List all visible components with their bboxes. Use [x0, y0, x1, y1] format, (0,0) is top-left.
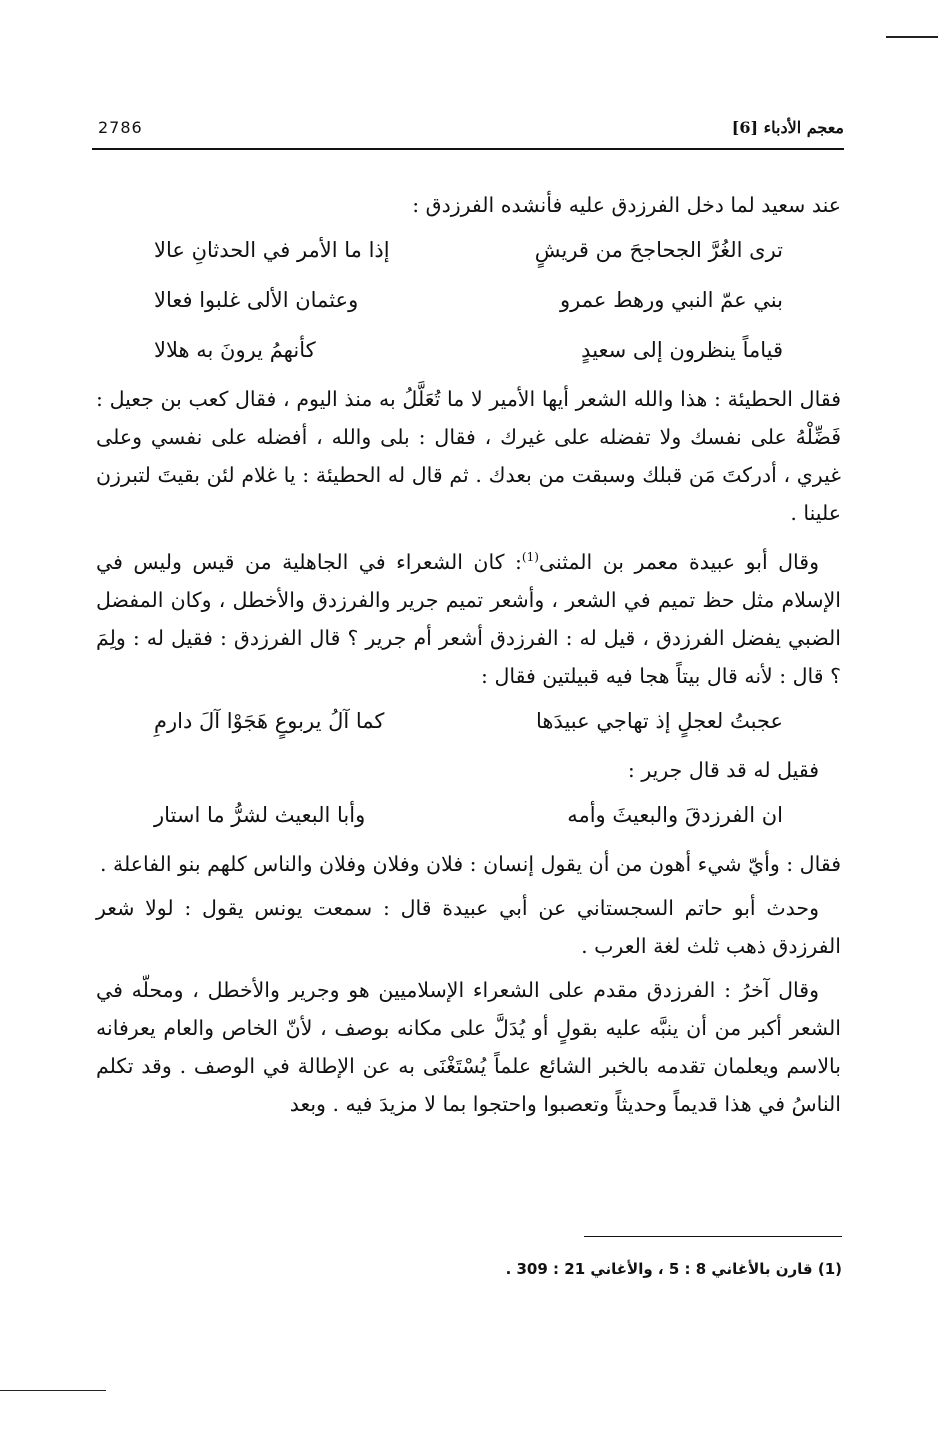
page-header [92, 112, 844, 150]
paragraph-jarir-said: فقيل له قد قال جرير : [627, 757, 819, 782]
poem1-verse-3 [154, 330, 783, 370]
intro-line: عند سعيد لما دخل الفرزدق عليه فأنشده الفرزدق : [412, 193, 841, 217]
verse-second-hemistich: وعثمان الألى غلبوا فعالا [154, 288, 359, 312]
footnote-reference: (1) [521, 550, 539, 564]
verse-farazdaq-baith [154, 795, 783, 835]
footnote-divider [584, 1236, 842, 1237]
poem1-verse-2 [154, 280, 783, 320]
verse-second-hemistich: كما آلُ يربوعٍ هَجَوْا آلَ دارمِ [154, 708, 385, 733]
verse-first-hemistich: بني عمّ النبي ورهط عمرو [560, 288, 783, 312]
verse-first-hemistich: قياماً ينظرون إلى سعيدٍ [581, 338, 783, 362]
footnote: (1) قارن بالأغاني 8 : 5 ، والأغاني 21 : 309 . [505, 1260, 842, 1278]
page-body [96, 186, 841, 1129]
verse-second-hemistich: كأنهمُ يرونَ به هلالا [154, 338, 316, 362]
verse-first-hemistich: عجبتُ لعجلٍ إذ تهاجي عبيدَها [535, 708, 783, 733]
paragraph-text-before-note: وقال أبو عبيدة معمر بن المثنى [538, 549, 819, 574]
paragraph-text-after-note: : كان الشعراء في الجاهلية من قيس وليس في الإسلام مثل حظ تميم في الشعر ، وأشعر تميم جرير والفرزدق والأخطل ، وكان المفضل الضبي يفضل الفرزدق ، قيل له : الفرزدق أشعر أم جرير ؟ قال الفرزدق : فقيل له : ولِمَ ؟ قال : لأنه قال بيتاً هجا فيه قبيلتين فقال : [96, 549, 841, 688]
verse-ajl [154, 701, 783, 741]
verse-first-hemistich: ان الفرزدقَ والبعيثَ وأمه [567, 802, 783, 827]
page-number: 2786 [98, 118, 143, 137]
paragraph-abu-ubaydah [96, 538, 841, 695]
verse-first-hemistich: ترى الغُرَّ الجحاجحَ من قريشٍ [534, 238, 783, 262]
paragraph-reply: فقال : وأيّ شيء أهون من أن يقول إنسان : فلان وفلان وفلان والناس كلهم بنو الفاعلة . [99, 851, 841, 876]
scan-edge-mark-bottom [0, 1390, 106, 1391]
paragraph-yunus: وحدث أبو حاتم السجستاني عن أبي عبيدة قال : سمعت يونس يقول : لولا شعر الفرزدق ذهب ثلث لغة العرب . [96, 895, 841, 958]
poem1-verse-1 [154, 230, 783, 270]
paragraph-hutayah: فقال الحطيئة : هذا والله الشعر أيها الأمير لا ما تُعَلَّلُ به منذ اليوم ، فقال كعب بن جعيل : فَضِّلْهُ على نفسك ولا تفضله على غيرك ، فقال : بلى والله ، أفضله على نفسي وعلى غيري ، أدركتَ مَن قبلك وسبقت من بعدك . ثم قال له الحطيئة : يا غلام لئن بقيتَ لتبرزن علينا . [96, 387, 841, 525]
running-title: معجم الأدباء [6] [731, 118, 844, 137]
scan-edge-mark-top [886, 36, 938, 38]
verse-second-hemistich: إذا ما الأمر في الحدثانِ عالا [154, 238, 390, 262]
paragraph-another-said: وقال آخرُ : الفرزدق مقدم على الشعراء الإسلاميين هو وجرير والأخطل ، ومحلّه في الشعر أكبر من أن ينبَّه عليه بقولٍ أو يُدَلَّ على مكانه بوصف ، لأنّ الخاص والعام يعرفانه بالاسم ويعلمان تقدمه بالخبر الشائع علماً يُسْتَغْنَى به عن الإطالة في الوصف . وقد تكلم الناسُ في هذا قديماً وحديثاً وتعصبوا واحتجوا بما لا مزيدَ فيه . وبعد [96, 977, 841, 1116]
verse-second-hemistich: وأبا البعيث لشرُّ ما استار [154, 802, 366, 827]
